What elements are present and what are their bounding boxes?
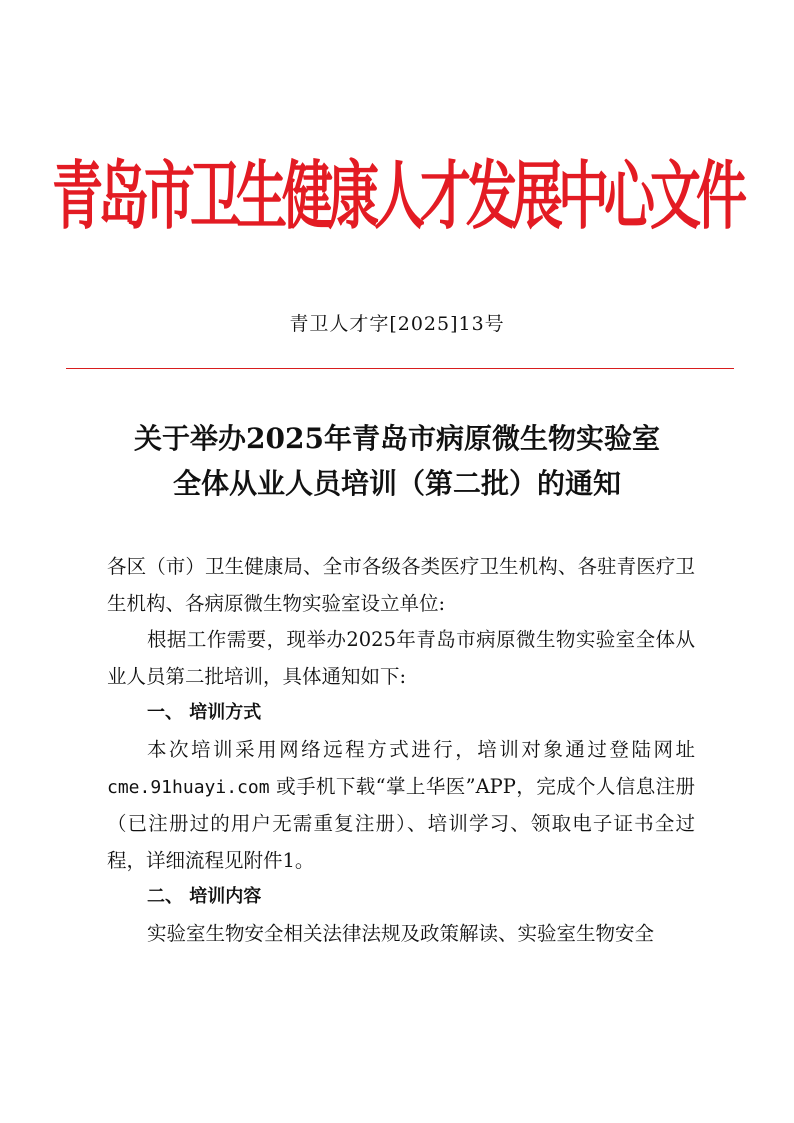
training-url-link[interactable]: cme.91huayi.com bbox=[107, 776, 270, 798]
org-header-title: 青岛市卫生健康人才发展中心文件 bbox=[51, 154, 742, 241]
document-body bbox=[107, 549, 695, 953]
addressee-paragraph: 各区（市）卫生健康局、全市各级各类医疗卫生机构、各驻青医疗卫生机构、各病原微生物实验室设立单位: bbox=[107, 555, 695, 615]
document-number: 青卫人才字[2025]13号 bbox=[289, 313, 505, 335]
document-title bbox=[0, 416, 794, 506]
red-separator-line bbox=[66, 368, 734, 369]
section-1-heading: 一、 培训方式 bbox=[147, 702, 262, 724]
intro-paragraph: 根据工作需要，现举办2025年青岛市病原微生物实验室全体从业人员第二批培训，具体通知如下: bbox=[107, 628, 695, 688]
title-line-2: 全体从业人员培训（第二批）的通知 bbox=[172, 467, 621, 500]
section-1-text-after-url: 或手机下载“掌上华医”APP，完成个人信息注册（已注册过的用户无需重复注册）、培训学习、领取电子证书全过程，详细流程见附件1。 bbox=[107, 774, 695, 872]
title-line-1: 关于举办2025年青岛市病原微生物实验室 bbox=[134, 422, 660, 455]
section-1-paragraph bbox=[107, 732, 695, 879]
section-1-text-before-url: 本次培训采用网络远程方式进行，培训对象通过登陆网址 bbox=[147, 737, 695, 761]
document-header bbox=[0, 154, 794, 241]
section-2-paragraph: 实验室生物安全相关法律法规及政策解读、实验室生物安全 bbox=[147, 921, 655, 945]
section-2-heading: 二、 培训内容 bbox=[147, 886, 262, 908]
